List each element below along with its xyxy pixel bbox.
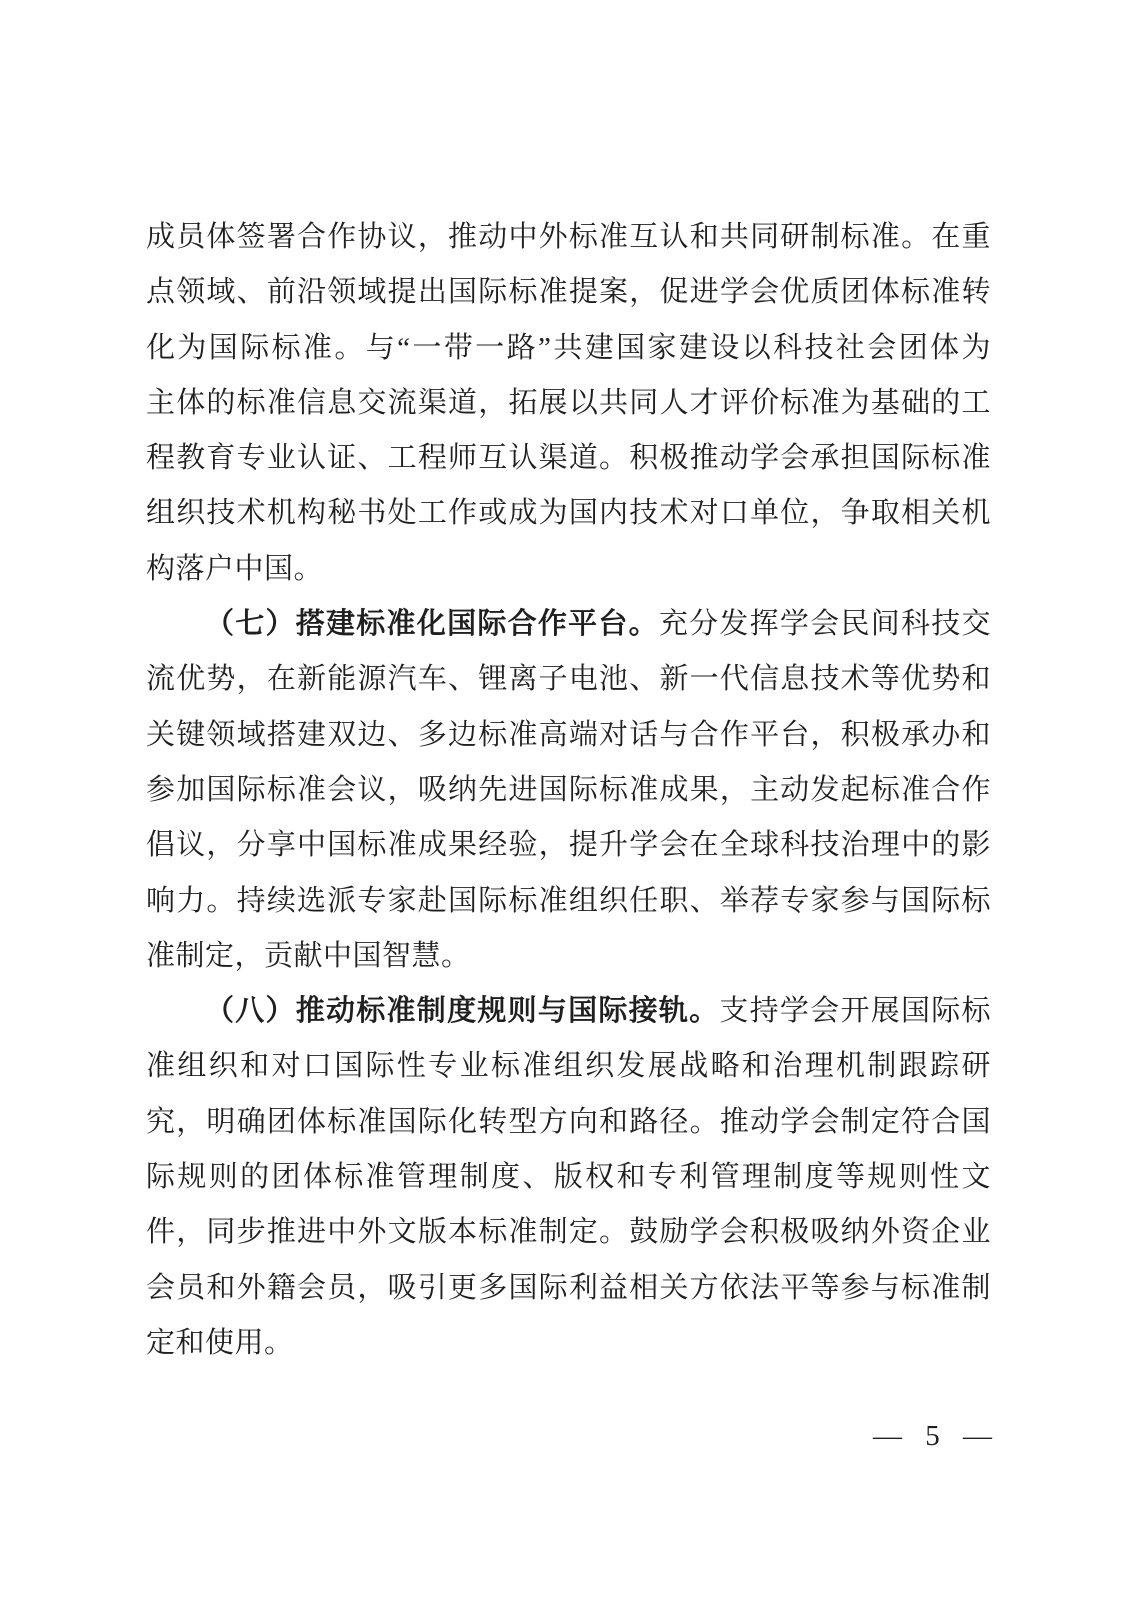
text-line: 定和使用。 <box>146 1326 294 1359</box>
text-line <box>146 597 991 652</box>
text-line: 准制定，贡献中国智慧。 <box>146 939 471 972</box>
text-line: 组织技术机构秘书处工作或成为国内技术对口单位，争取相关机 <box>146 497 991 530</box>
text-line: 际规则的团体标准管理制度、版权和专利管理制度等规则性文 <box>146 1161 991 1194</box>
text-block <box>146 210 991 1371</box>
section-8-heading: （八）推动标准制度规则与国际接轨。 <box>205 995 720 1028</box>
text-line: 究，明确团体标准国际化转型方向和路径。推动学会制定符合国 <box>146 1105 991 1138</box>
text-line: 件，同步推进中外文版本标准制定。鼓励学会积极吸纳外资企业 <box>146 1216 991 1249</box>
text-line: 成员体签署合作协议，推动中外标准互认和共同研制标准。在重 <box>146 221 991 253</box>
text-line: 化为国际标准。与“一带一路”共建国家建设以科技社会团体为 <box>146 331 991 364</box>
text-line: 主体的标准信息交流渠道，拓展以共同人才评价标准为基础的工 <box>146 386 991 419</box>
text-line: 流优势，在新能源汽车、锂离子电池、新一代信息技术等优势和 <box>146 663 991 696</box>
text-line-rest: 充分发挥学会民间科技交 <box>658 608 991 641</box>
text-line: 参加国际标准会议，吸纳先进国际标准成果，主动发起标准合作 <box>146 773 991 806</box>
text-line: 程教育专业认证、工程师互认渠道。积极推动学会承担国际标准 <box>146 442 991 475</box>
text-line <box>146 984 991 1039</box>
text-line-rest: 支持学会开展国际标 <box>719 995 991 1028</box>
text-line: 准组织和对口国际性专业标准组织发展战略和治理机制跟踪研 <box>146 1050 991 1083</box>
page-number: — 5 — <box>873 1420 995 1452</box>
text-line: 构落户中国。 <box>146 552 324 585</box>
text-line: 响力。持续选派专家赴国际标准组织任职、举荐专家参与国际标 <box>146 884 991 917</box>
text-line: 点领域、前沿领域提出国际标准提案，促进学会优质团体标准转 <box>146 276 991 309</box>
text-line: 会员和外籍会员，吸引更多国际利益相关方依法平等参与标准制 <box>146 1271 991 1304</box>
text-line: 倡议，分享中国标准成果经验，提升学会在全球科技治理中的影 <box>146 829 991 862</box>
section-7-heading: （七）搭建标准化国际合作平台。 <box>205 608 659 641</box>
text-line: 关键领域搭建双边、多边标准高端对话与合作平台，积极承办和 <box>146 718 991 751</box>
